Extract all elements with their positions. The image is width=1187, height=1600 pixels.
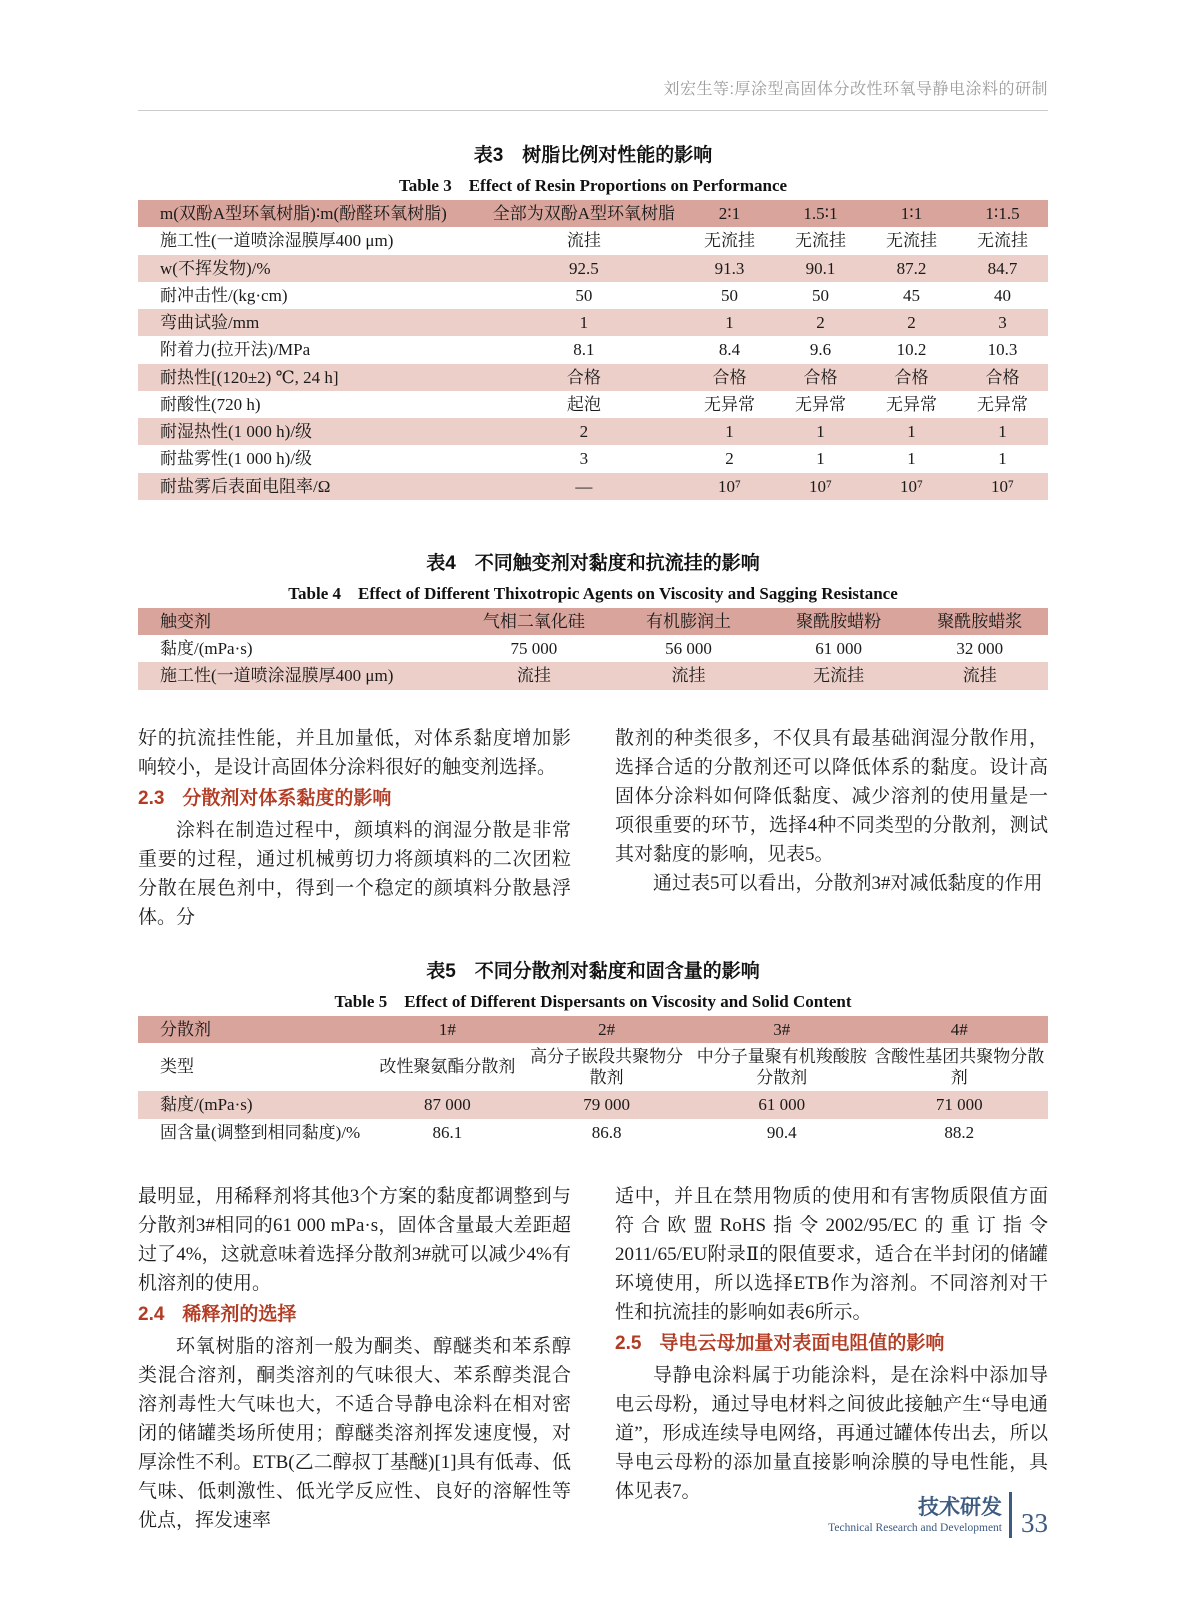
footer-section-en: Technical Research and Development (828, 1522, 1002, 1534)
body-paragraph: 涂料在制造过程中，颜填料的润湿分散是非常重要的过程，通过机械剪切力将颜填料的二次团粒分散在展色剂中，得到一个稳定的颜填料分散悬浮体。分 (138, 819, 571, 928)
page-number: 33 (1021, 1508, 1048, 1538)
value-cell: 1 (484, 309, 684, 336)
table-row (138, 227, 1048, 254)
value-cell: 合格 (957, 364, 1048, 391)
section-number: 2.5 (615, 1332, 642, 1354)
row-label-cell: 黏度/(mPa·s) (160, 639, 253, 658)
value-cell: 合格 (866, 364, 957, 391)
value-cell: 流挂 (911, 662, 1048, 689)
row-label-cell: 施工性(一道喷涂湿膜厚400 μm) (160, 231, 394, 251)
row-label-cell: 耐湿热性(1 000 h)/级 (138, 418, 484, 445)
value-cell: 90.4 (766, 1122, 797, 1142)
value-cell: 全部为双酚A型环氧树脂 (484, 200, 684, 227)
table-row (138, 1043, 1048, 1092)
header-divider (138, 110, 1048, 111)
table4 (138, 608, 1048, 690)
value-cell: 流挂 (611, 662, 766, 689)
value-cell: 10⁷ (957, 473, 1048, 500)
value-cell: 2 (775, 309, 866, 336)
row-label-cell: 耐盐雾后表面电阻率/Ω (138, 473, 484, 500)
column-left (138, 724, 571, 932)
table-row (138, 336, 1048, 363)
value-cell: 1.5∶1 (775, 200, 866, 227)
column-right (615, 1182, 1048, 1535)
value-cell: 高分子嵌段共聚物分散剂 (530, 1046, 684, 1087)
body-paragraph: 适中，并且在禁用物质的使用和有害物质限值方面符合欧盟RoHS指令2002/95/EC的重订指令2011/65/EU附录Ⅱ的限值要求，适合在半封闭的储罐环境使用，所以选择ETB作为溶剂。不同溶剂对干性和抗流挂的影响如表6所示。 (615, 1185, 1048, 1323)
value-cell: 1 (866, 418, 957, 445)
value-cell: 无异常 (703, 394, 755, 414)
value-cell: 75 000 (510, 639, 558, 658)
row-label-cell: 触变剂 (138, 608, 457, 635)
value-cell: 1 (775, 418, 866, 445)
table-row (138, 445, 1048, 472)
value-cell: 1 (957, 418, 1048, 445)
table-row (138, 282, 1048, 309)
value-cell: 1∶1 (866, 200, 957, 227)
value-cell: 2 (866, 309, 957, 336)
table-header-row (138, 1016, 1048, 1043)
table3 (138, 200, 1048, 500)
row-label-cell: 耐冲击性/(kg·cm) (160, 285, 288, 305)
value-cell: 1 (684, 418, 775, 445)
table-row (138, 1091, 1048, 1118)
value-cell: 86.8 (591, 1122, 622, 1142)
value-cell: 71 000 (871, 1091, 1048, 1118)
value-cell: 87 000 (375, 1091, 521, 1118)
value-cell: 无流挂 (885, 231, 937, 251)
value-cell: 87.2 (866, 255, 957, 282)
table-header-row (138, 200, 1048, 227)
value-cell: 1 (998, 449, 1007, 469)
value-cell: 2# (520, 1016, 693, 1043)
value-cell: 1 (684, 309, 775, 336)
row-label-cell: 耐热性[(120±2) ℃, 24 h] (138, 364, 484, 391)
value-cell: 无流挂 (976, 231, 1028, 251)
section-title: 稀释剂的选择 (182, 1303, 297, 1325)
value-cell: 90.1 (775, 255, 866, 282)
value-cell: 改性聚氨酯分散剂 (379, 1057, 516, 1077)
body-paragraph: 通过表5可以看出，分散剂3#对减低黏度的作用 (653, 872, 1043, 894)
value-cell: 61 000 (815, 639, 863, 658)
value-cell: 1 (907, 449, 916, 469)
table5-caption-en: Table 5 Effect of Different Dispersants on Viscosity and Solid Content (334, 991, 852, 1011)
table4-block (138, 548, 1048, 690)
value-cell: 3 (579, 449, 589, 469)
body-paragraph: 最明显，用稀释剂将其他3个方案的黏度都调整到与分散剂3#相同的61 000 mPa·s，固体含量最大差距超过了4%，这就意味着选择分散剂3#就可以减少4%有机溶剂的使用。 (138, 1185, 571, 1294)
value-cell: 32 000 (956, 639, 1004, 658)
value-cell: 8.4 (718, 340, 741, 360)
row-label-cell: 耐酸性(720 h) (160, 394, 261, 414)
section-number: 2.4 (138, 1303, 165, 1325)
body-paragraph: 好的抗流挂性能，并且加量低，对体系黏度增加影响较小，是设计高固体分涂料很好的触变剂选择。 (138, 727, 571, 778)
running-header: 刘宏生等:厚涂型高固体分改性环氧导静电涂料的研制 (663, 81, 1048, 98)
column-left (138, 1182, 571, 1535)
table5 (138, 1016, 1048, 1146)
value-cell: 61 000 (693, 1091, 870, 1118)
row-label-cell: 类型 (160, 1057, 194, 1077)
value-cell: 45 (902, 285, 920, 305)
value-cell: 气相二氧化硅 (457, 608, 612, 635)
value-cell: 含酸性基团共聚物分散剂 (874, 1046, 1045, 1087)
table-header-row (138, 608, 1048, 635)
footer-section-cn: 技术研发 (918, 1496, 1002, 1519)
row-label-cell: 施工性(一道喷涂湿膜厚400 μm) (138, 662, 457, 689)
table3-caption-cn: 表3 树脂比例对性能的影响 (473, 145, 713, 166)
value-cell: 合格 (684, 364, 775, 391)
table3-caption-en: Table 3 Effect of Resin Proportions on Performance (398, 176, 788, 195)
row-label-cell: 耐盐雾性(1 000 h)/级 (160, 449, 313, 469)
value-cell: 1# (375, 1016, 521, 1043)
footer-section (828, 1496, 1002, 1534)
section-heading (615, 1327, 1048, 1361)
table4-caption-cn: 表4 不同触变剂对黏度和抗流挂的影响 (426, 552, 760, 574)
table-row (138, 255, 1048, 282)
section-heading (138, 1298, 571, 1332)
table-row (138, 309, 1048, 336)
value-cell: 8.1 (573, 340, 595, 360)
value-cell: 无异常 (976, 394, 1028, 414)
section-title: 导电云母加量对表面电阻值的影响 (659, 1332, 945, 1354)
value-cell: 起泡 (566, 394, 601, 414)
value-cell: 91.3 (684, 255, 775, 282)
value-cell: 3# (693, 1016, 870, 1043)
value-cell: 聚酰胺蜡浆 (911, 608, 1048, 635)
table5-caption-cn: 表5 不同分散剂对黏度和固含量的影响 (426, 960, 760, 982)
section-title: 分散剂对体系黏度的影响 (182, 787, 392, 809)
table-row (138, 418, 1048, 445)
value-cell: 50 (575, 285, 593, 305)
value-cell: 2 (484, 418, 684, 445)
value-cell: 4# (871, 1016, 1048, 1043)
value-cell: 86.1 (432, 1122, 463, 1142)
value-cell: 50 (720, 285, 738, 305)
value-cell: 流挂 (457, 662, 612, 689)
value-cell: 79 000 (520, 1091, 693, 1118)
body-paragraph: 导静电涂料属于功能涂料，是在涂料中添加导电云母粉，通过导电材料之间彼此接触产生“导电通道”，形成连续导电网络，再通过罐体传出去，所以导电云母粉的添加量直接影响涂膜的导电性能，具体见表7。 (615, 1364, 1048, 1502)
page-footer (828, 1492, 1048, 1538)
value-cell: 1 (816, 449, 825, 469)
body-text-top (138, 724, 1048, 932)
value-cell: 3 (957, 309, 1048, 336)
value-cell: 无流挂 (794, 231, 846, 251)
value-cell: 无异常 (885, 394, 937, 414)
table-row (138, 473, 1048, 500)
value-cell: 无流挂 (766, 662, 912, 689)
footer-divider-bar (1009, 1492, 1012, 1538)
table5-block (138, 956, 1048, 1146)
value-cell: 10⁷ (775, 473, 866, 500)
column-right (615, 724, 1048, 932)
row-label-cell: m(双酚A型环氧树脂)∶m(酚醛环氧树脂) (138, 200, 484, 227)
row-label-cell: 弯曲试验/mm (138, 309, 484, 336)
value-cell: 10.2 (896, 340, 927, 360)
value-cell: 无异常 (794, 394, 846, 414)
row-label-cell: w(不挥发物)/% (138, 255, 484, 282)
value-cell: 2 (725, 449, 734, 469)
body-paragraph: 散剂的种类很多，不仅具有最基础润湿分散作用，选择合适的分散剂还可以降低体系的黏度。设计高固体分涂料如何降低黏度、减少溶剂的使用量是一项很重要的环节，选择4种不同类型的分散剂，测试其对黏度的影响，见表5。 (615, 727, 1048, 865)
value-cell: 无流挂 (703, 231, 755, 251)
value-cell: 流挂 (566, 231, 601, 251)
table4-caption-en: Table 4 Effect of Different Thixotropic Agents on Viscosity and Sagging Resistance (288, 583, 898, 603)
value-cell: — (484, 473, 684, 500)
body-text-bottom (138, 1182, 1048, 1535)
page-content (138, 0, 1048, 1535)
table-row (138, 364, 1048, 391)
row-label-cell: 黏度/(mPa·s) (138, 1091, 375, 1118)
value-cell: 2∶1 (684, 200, 775, 227)
value-cell: 1∶1.5 (957, 200, 1048, 227)
value-cell: 84.7 (957, 255, 1048, 282)
value-cell: 聚酰胺蜡粉 (766, 608, 912, 635)
value-cell: 合格 (484, 364, 684, 391)
row-label-cell: 附着力(拉开法)/MPa (160, 340, 311, 360)
value-cell: 合格 (775, 364, 866, 391)
value-cell: 有机膨润土 (611, 608, 766, 635)
row-label-cell: 固含量(调整到相同黏度)/% (160, 1122, 361, 1142)
value-cell: 10⁷ (866, 473, 957, 500)
value-cell: 9.6 (809, 340, 832, 360)
value-cell: 中分子量聚有机羧酸胺分散剂 (696, 1046, 867, 1087)
value-cell: 56 000 (665, 639, 712, 658)
value-cell: 50 (811, 285, 829, 305)
value-cell: 88.2 (944, 1122, 975, 1142)
section-number: 2.3 (138, 787, 165, 809)
value-cell: 92.5 (484, 255, 684, 282)
table-row (138, 635, 1048, 662)
table-row (138, 391, 1048, 418)
value-cell: 40 (993, 285, 1011, 305)
value-cell: 10.3 (987, 340, 1018, 360)
table-row (138, 662, 1048, 689)
value-cell: 10⁷ (684, 473, 775, 500)
table-row (138, 1119, 1048, 1146)
section-heading (138, 782, 571, 816)
row-label-cell: 分散剂 (138, 1016, 375, 1043)
body-paragraph: 环氧树脂的溶剂一般为酮类、醇醚类和苯系醇类混合溶剂，酮类溶剂的气味很大、苯系醇类混合溶剂毒性大气味也大，不适合导静电涂料在相对密闭的储罐类场所使用；醇醚类溶剂挥发速度慢，对厚涂性不利。ETB(乙二醇叔丁基醚)[1]具有低毒、低气味、低刺激性、低光学反应性、良好的溶解性等优点，挥发速率 (138, 1335, 571, 1531)
